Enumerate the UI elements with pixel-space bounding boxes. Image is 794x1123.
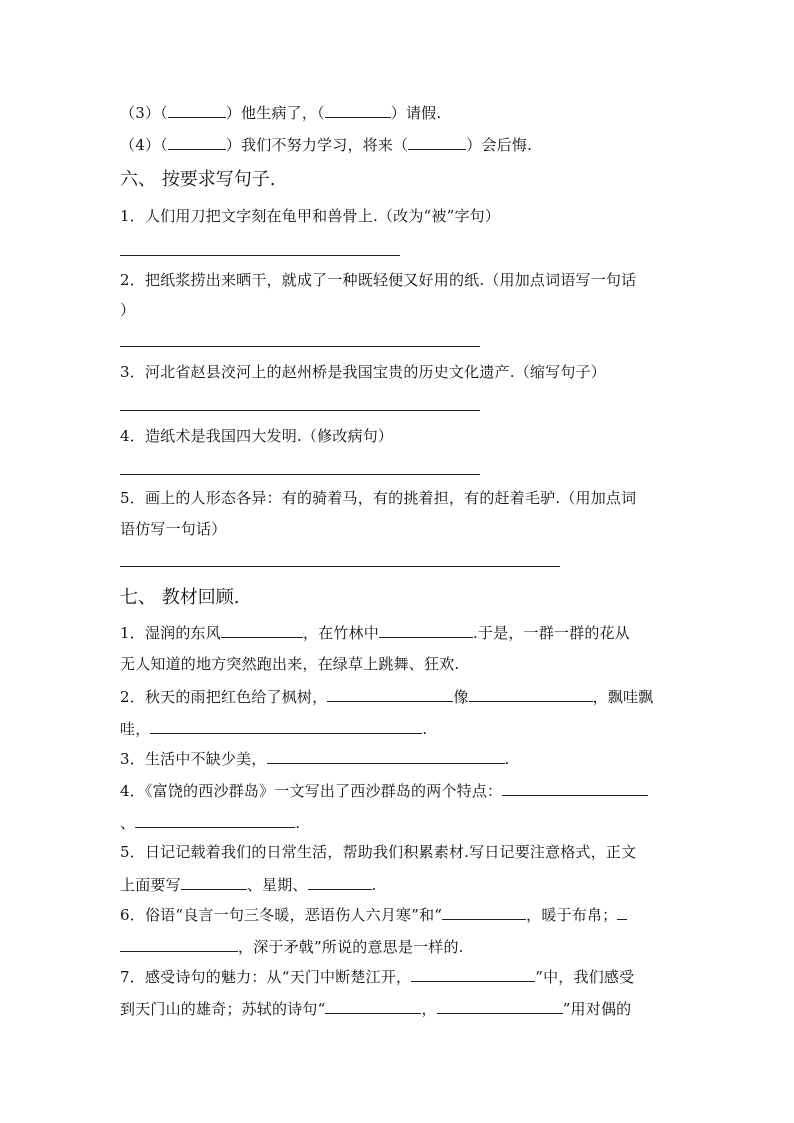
question-7-7-line1: 7．感受诗句的魅力：从“天门中断楚江开， ”中，我们感受 [120, 968, 635, 986]
blank[interactable] [617, 904, 627, 920]
blank[interactable] [325, 998, 421, 1014]
section-heading-7: 七、 教材回顾. [120, 587, 240, 608]
blank[interactable] [442, 904, 526, 920]
question-6-5-line1: 5．画上的人形态各异：有的骑着马，有的挑着担，有的赶着毛驴.（用加点词 [120, 489, 637, 507]
blank[interactable] [379, 622, 473, 638]
blank[interactable] [221, 622, 303, 638]
fill-blank-line-3: （3）（ ）他生病了，（ ）请假. [120, 104, 442, 122]
question-6-4: 4．造纸术是我国四大发明.（修改病句） [120, 427, 394, 445]
blank[interactable] [267, 748, 505, 764]
answer-line[interactable] [120, 566, 560, 567]
fill-blank-line-4: （4）（ ）我们不努力学习，将来（ ）会后悔. [120, 136, 533, 154]
blank[interactable] [325, 102, 391, 118]
blank[interactable] [181, 874, 247, 890]
blank[interactable] [120, 936, 238, 952]
question-6-2-line1: 2．把纸浆捞出来晒干，就成了一种既轻便又好用的纸.（用加点词语写一句话 [120, 271, 637, 289]
question-7-7-line2: 到天门山的雄奇；苏轼的诗句“ ， ”用对偶的 [120, 1000, 632, 1018]
section-heading-6: 六、 按要求写句子. [120, 169, 276, 190]
answer-line[interactable] [120, 346, 480, 347]
question-7-5-line1: 5．日记记载着我们的日常生活，帮助我们积累素材.写日记要注意格式，正文 [120, 843, 637, 861]
question-6-3: 3．河北省赵县洨河上的赵州桥是我国宝贵的历史文化遗产.（缩写句子） [120, 363, 606, 381]
question-7-5-line2: 上面要写 、星期、 . [120, 876, 377, 894]
question-7-1-line2: 无人知道的地方突然跑出来，在绿草上跳舞、狂欢. [120, 655, 460, 673]
question-7-2-line2: 哇， . [120, 720, 428, 738]
blank[interactable] [502, 780, 648, 796]
question-7-6-line1: 6．俗语“良言一句三冬暖，恶语伤人六月寒”和“ ，暖于布帛； [120, 904, 627, 925]
blank[interactable] [469, 686, 593, 702]
blank[interactable] [327, 686, 453, 702]
blank[interactable] [411, 966, 535, 982]
blank[interactable] [168, 102, 226, 118]
question-6-1: 1．人们用刀把文字刻在龟甲和兽骨上.（改为“被”字句） [120, 207, 501, 225]
blank[interactable] [437, 998, 563, 1014]
blank[interactable] [150, 718, 422, 734]
question-7-4-line2: 、 . [120, 814, 301, 832]
question-7-3: 3．生活中不缺少美， . [120, 750, 510, 768]
question-7-2-line1: 2．秋天的雨把红色给了枫树， 像 ，飘哇飘 [120, 688, 654, 706]
question-6-5-line2: 语仿写一句话） [120, 520, 227, 538]
question-7-1-line1: 1．湿润的东风 ，在竹林中 .于是，一群一群的花从 [120, 624, 630, 642]
answer-line[interactable] [120, 410, 480, 411]
question-7-4-line1: 4．《富饶的西沙群岛》一文写出了西沙群岛的两个特点： [120, 780, 648, 801]
blank[interactable] [408, 134, 466, 150]
question-6-2-line2: ） [120, 301, 136, 319]
question-7-6-line2: ，深于矛戟”所说的意思是一样的. [120, 936, 464, 957]
blank[interactable] [135, 812, 295, 828]
answer-line[interactable] [120, 255, 400, 256]
blank[interactable] [308, 874, 372, 890]
answer-line[interactable] [120, 474, 480, 475]
blank[interactable] [168, 134, 226, 150]
